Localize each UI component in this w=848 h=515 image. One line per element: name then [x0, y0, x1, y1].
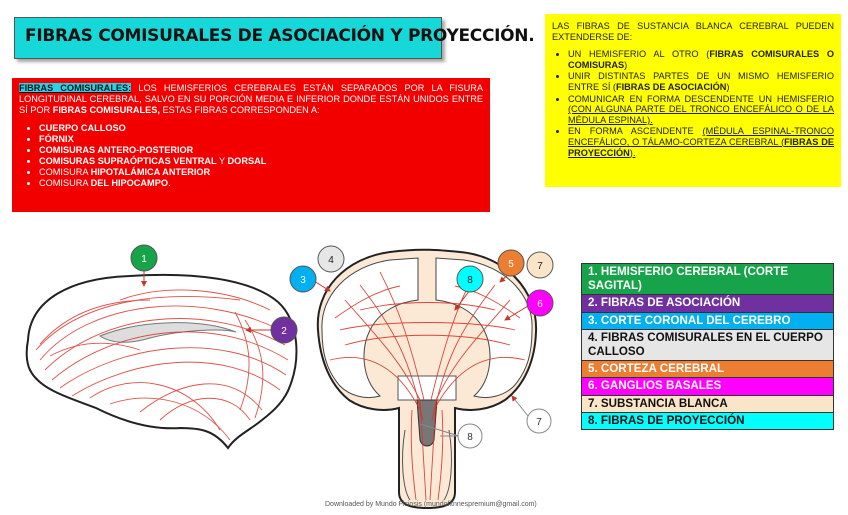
list-item: • EN FORMA ASCENDENTE (MÉDULA ESPINAL-TRONCO ENCEFÁLICO, O TÁLAMO-CORTEZA CEREBRAL (FIBRAS DE PROYECCIÓN).: [568, 126, 834, 158]
marker-2: [271, 317, 297, 343]
marker-8-outline: [458, 424, 482, 448]
white-matter-intro: LAS FIBRAS DE SUSTANCIA BLANCA CEREBRAL PUEDEN EXTENDERSE DE:: [552, 21, 834, 42]
svg-text:8: 8: [467, 275, 473, 286]
legend-row-6: 6. GANGLIOS BASALES: [582, 378, 833, 395]
legend-row-8: 8. FIBRAS DE PROYECCIÓN: [582, 413, 833, 429]
legend-table: [581, 263, 834, 430]
list-item: • FÓRNIX: [39, 134, 483, 145]
legend-row-3: 3. CORTE CORONAL DEL CEREBRO: [582, 313, 833, 330]
legend-row-4: 4. FIBRAS COMISURALES EN EL CUERPO CALLOSO: [582, 330, 833, 361]
marker-4: [318, 246, 344, 272]
marker-8: [457, 266, 483, 292]
svg-text:7: 7: [536, 417, 542, 428]
list-item: • COMISURAS SUPRAÓPTICAS VENTRAL Y DORSAL: [39, 156, 483, 167]
commissural-intro-text: LOS HEMISFERIOS CEREBRALES ESTÁN SEPARADOS POR LA FISURA LONGITUDINAL CEREBRAL, SALVO EN SU PORCIÓN MEDIA E INFERIOR DONDE ESTÁN UNIDOS ENTRE SÍ POR: [19, 83, 483, 115]
legend-row-7: 7. SUBSTANCIA BLANCA: [582, 396, 833, 413]
marker-5: [498, 250, 524, 276]
svg-text:2: 2: [281, 326, 287, 337]
legend-row-1: 1. HEMISFERIO CEREBRAL (CORTE SAGITAL): [582, 264, 833, 295]
svg-text:5: 5: [508, 259, 514, 270]
svg-text:3: 3: [300, 275, 306, 286]
page-title: FIBRAS COMISURALES DE ASOCIACIÓN Y PROYECCIÓN.: [25, 26, 535, 46]
svg-text:6: 6: [537, 299, 543, 310]
list-item: • CUERPO CALLOSO: [39, 123, 483, 134]
marker-7: [527, 252, 553, 278]
svg-text:4: 4: [328, 255, 334, 266]
list-item: • COMISURAS ANTERO-POSTERIOR: [39, 145, 483, 156]
commissural-intro-end: ESTAS FIBRAS CORRESPONDEN A:: [159, 104, 320, 115]
svg-text:7: 7: [537, 261, 543, 272]
marker-1: [131, 245, 157, 271]
marker-3: [290, 266, 316, 292]
list-item: • COMISURA HIPOTALÁMICA ANTERIOR: [39, 167, 483, 178]
marker-7-outline: [527, 409, 551, 433]
commissural-intro-bold: FIBRAS COMISURALES,: [52, 104, 160, 115]
sagittal-hemisphere: [27, 270, 297, 448]
legend-row-2: 2. FIBRAS DE ASOCIACIÓN: [582, 295, 833, 312]
list-item: • COMISURA DEL HIPOCAMPO.: [39, 178, 483, 189]
coronal-section: [314, 250, 536, 508]
commissural-heading: FIBRAS COMISURALES:: [19, 83, 132, 93]
footer-download-note: Downloaded by Mundo Fisiosis (mundofitnnespremium@gmail.com): [325, 501, 537, 508]
svg-text:1: 1: [141, 254, 147, 265]
marker-6: [527, 290, 553, 316]
list-item: • UN HEMISFERIO AL OTRO (FIBRAS COMISURALES O COMISURAS): [568, 49, 834, 70]
list-item: • COMUNICAR EN FORMA DESCENDENTE UN HEMISFERIO (CON ALGUNA PARTE DEL TRONCO ENCEFÁLICO O DE LA MÉDULA ESPINAL).: [568, 94, 834, 126]
list-item: • UNIR DISTINTAS PARTES DE UN MISMO HEMISFERIO ENTRE SÍ (FIBRAS DE ASOCIACIÓN): [568, 71, 834, 92]
legend-row-5: 5. CORTEZA CEREBRAL: [582, 361, 833, 378]
svg-text:8: 8: [467, 432, 473, 443]
